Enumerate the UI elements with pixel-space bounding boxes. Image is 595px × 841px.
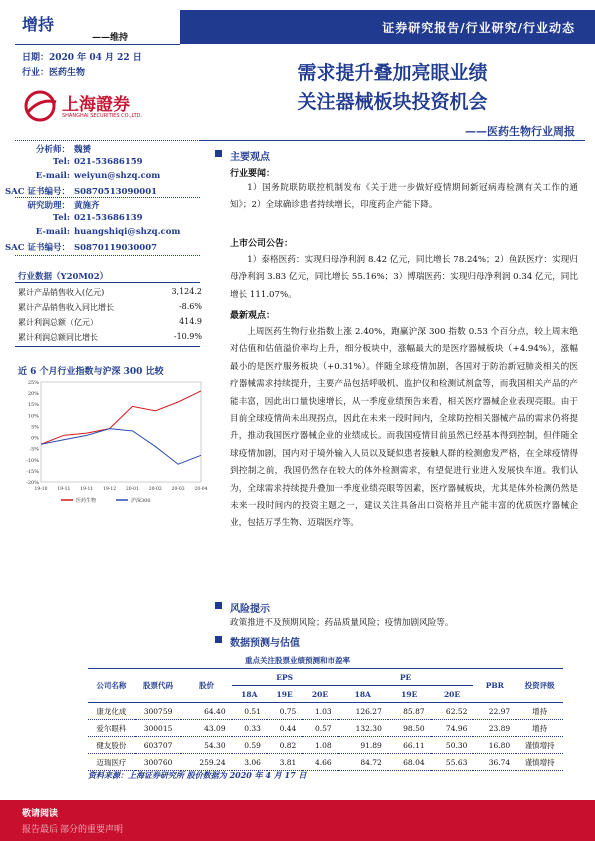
analyst-row: Tel: 021-53686159: [52, 157, 143, 167]
title-divider: [200, 140, 585, 141]
table-cell: 85.87: [388, 703, 431, 720]
x-tick-label: 20-02: [148, 487, 162, 492]
col-pe: PE: [338, 669, 474, 686]
col-eps: EPS: [232, 669, 338, 686]
table-cell: 300015: [135, 720, 182, 737]
series-line: [41, 391, 201, 444]
table-cell: 谨慎增持: [516, 737, 563, 754]
industry-news-heading: 行业要闻：: [230, 169, 276, 179]
col-year: 18A: [232, 686, 267, 703]
y-tick-label: -20%: [26, 480, 39, 486]
divider: [15, 282, 200, 283]
index-comparison-chart: [15, 378, 208, 508]
rating-label: 增持: [22, 15, 55, 34]
industry-data-row: 累计利润总额同比增长 -10.9%: [18, 332, 202, 342]
analyst-row: SAC 证书编号： S0870119030007: [5, 243, 158, 253]
col-code: 股票代码: [135, 669, 182, 703]
analyst-row: Tel: 021-53686139: [52, 213, 143, 223]
table-cell: 16.80: [473, 737, 516, 754]
table-cell: 64.40: [181, 703, 231, 720]
report-date: 日期：2020 年 04 月 22 日: [22, 53, 142, 63]
risk-text: 政策推进不及预期风险；药品质量风险；疫情加剧风险等。: [230, 618, 454, 628]
industry-data-heading: 行业数据（Y20M02）: [18, 272, 109, 282]
footer-sub: 报告最后: [22, 825, 59, 835]
legend-label: 医药生物: [76, 498, 97, 504]
footer-bar: [0, 800, 595, 841]
col-year: 20E: [302, 686, 337, 703]
table-cell: 0.75: [267, 703, 302, 720]
report-title-line2: 关注器械板块投资机会: [297, 91, 488, 113]
table-cell: 健友股份: [88, 737, 135, 754]
table-cell: 43.09: [181, 720, 231, 737]
x-tick-label: 20-03: [171, 487, 185, 492]
x-tick-label: 19-12: [103, 487, 117, 492]
company-logo: [22, 88, 172, 124]
divider: [15, 255, 200, 256]
y-tick-label: 20%: [27, 391, 39, 398]
table-row: [88, 737, 563, 754]
x-tick-label: 19-11: [80, 487, 94, 492]
legend-label: 沪深300: [131, 498, 151, 504]
table-cell: 3.81: [267, 754, 302, 771]
valuation-table: [88, 668, 563, 771]
plot-area: [41, 382, 201, 482]
industry-data-row: 累计产品销售收入同比增长 -8.6%: [18, 302, 202, 312]
series-line: [41, 429, 201, 465]
report-category: 证券研究报告/行业研究/行业动态: [382, 21, 575, 35]
x-tick-label: 20-01: [125, 487, 139, 492]
footer-sub2: 部分的重要声明: [60, 825, 124, 835]
divider: [15, 346, 200, 347]
table-cell: 谨慎增持: [516, 754, 563, 771]
col-pbr: PBR: [473, 669, 516, 703]
analyst-row: 研究助理： 黄施齐: [27, 201, 100, 211]
table-cell: 300760: [135, 754, 182, 771]
y-tick-label: 10%: [27, 413, 39, 420]
col-year: 19E: [388, 686, 431, 703]
logo-mark-icon: [22, 88, 62, 124]
company-news-heading: 上市公司公告：: [230, 239, 294, 249]
table-cell: 98.50: [388, 720, 431, 737]
latest-view-text: 上周医药生物行业指数上涨 2.40%，跑赢沪深 300 指数 0.53 个百分点，较上周末绝对估值和估值溢价率均上升，细分板块中，涨幅最大的是医疗器械板块（+4.94%），涨幅最小的是医疗服务板块（+0.31%）。伴随全球疫情加剧，各国对于防治新冠肺炎相关的医疗器械需求持续提升，主要产品包括呼吸机、监护仪和检测试剂盒等，而我国相关产品的产能丰富，因此出口量快速增长，从一季度业绩预告来看，相关医疗器械企业表现亮眼。由于目前全球疫情尚未出现拐点，因此在未来一段时间内，全球防控相关器械产品的需求仍将提升，推动我国医疗器械企业的业绩成长。而我国疫情目前虽然已经基本得到控制，但伴随全球疫情加剧，国内对于境外输入人员以及疑似患者接触人群的检测愈发严格，在全球疫情得到控制之前，我国仍然存在较大的体外检测需求，有望促进行业进入发展快车道。我们认为，全球需求持续提升叠加一季度业绩亮眼等因素，医疗器械板块，尤其是体外检测仍然是未来一段时间内的投资主题之一，建议关注具备出口资格并且产能丰富的优质医疗器械企业，包括万孚生物、迈瑞医疗等。: [230, 327, 578, 529]
y-tick-label: -10%: [26, 457, 39, 464]
footer-label: 敬请阅读: [22, 809, 59, 819]
table-cell: 50.30: [431, 737, 474, 754]
y-tick-label: 15%: [27, 402, 39, 409]
analyst-row: 分析师： 魏赟: [35, 145, 92, 155]
col-year: 18A: [338, 686, 388, 703]
table-cell: 0.82: [267, 737, 302, 754]
table-cell: 0.33: [232, 720, 267, 737]
report-subtitle: ——医药生物行业周报: [465, 125, 575, 138]
table-cell: 54.30: [181, 737, 231, 754]
col-rating: 投资评级: [516, 669, 563, 703]
table-row: [88, 754, 563, 771]
col-year: 20E: [431, 686, 474, 703]
divider: [15, 44, 180, 45]
table-cell: 增持: [516, 720, 563, 737]
table-row: [88, 720, 563, 737]
analyst-email[interactable]: E-mail: weiyun@shzq.com: [35, 171, 161, 181]
table-cell: 91.89: [338, 737, 388, 754]
table-cell: 1.03: [302, 703, 337, 720]
col-company: 公司名称: [88, 669, 135, 703]
section-main-view: 主要观点: [230, 148, 270, 163]
table-cell: 62.52: [431, 703, 474, 720]
x-tick-label: 19-11: [57, 487, 71, 492]
industry-data-row: 累计产品销售收入(亿元) 3,124.2: [18, 287, 202, 297]
table-cell: 23.89: [473, 720, 516, 737]
chart-title: 近 6 个月行业指数与沪深 300 比较: [18, 367, 164, 377]
x-tick-label: 19-10: [34, 487, 48, 492]
industry-data-row: 累计利润总额（亿元） 414.9: [18, 317, 202, 327]
table-cell: 132.30: [338, 720, 388, 737]
y-tick-label: 5%: [31, 424, 39, 431]
col-price: 股价: [181, 669, 231, 703]
table-source: 资料来源：上海证券研究所 股价数据为 2020 年 4 月 17 日: [88, 770, 307, 780]
table-cell: 55.63: [431, 754, 474, 771]
table-cell: 259.24: [181, 754, 231, 771]
table-cell: 0.44: [267, 720, 302, 737]
table-title: 重点关注股票业绩预测和市盈率: [245, 656, 350, 665]
logo-text: 上海證券: [62, 95, 130, 115]
divider: [15, 140, 200, 141]
table-row: [88, 703, 563, 720]
table-cell: 4.66: [302, 754, 337, 771]
logo-en-text: SHANGHAI SECURITIES CO.,LTD.: [62, 113, 143, 119]
table-cell: 74.96: [431, 720, 474, 737]
report-industry: 行业：医药生物: [22, 68, 86, 78]
table-cell: 3.06: [232, 754, 267, 771]
table-cell: 迈瑞医疗: [88, 754, 135, 771]
analyst-row: SAC 证书编号： S0870513090001: [5, 187, 158, 197]
table-cell: 126.27: [338, 703, 388, 720]
section-risk: 风险提示: [230, 600, 270, 615]
y-tick-label: 25%: [27, 380, 39, 386]
x-tick-label: 20-04: [194, 487, 208, 492]
latest-view-heading: 最新观点：: [230, 311, 276, 321]
table-cell: 66.11: [388, 737, 431, 754]
company-news-text: 1）泰格医药：实现归母净利润 8.42 亿元，同比增长 78.24%；2）鱼跃医疗：实现归母净利润 3.83 亿元，同比增长 55.16%；3）博瑞医药：实现归母净利润 0.34 亿元，同比增长 111.07%。: [230, 255, 578, 300]
col-year: 19E: [267, 686, 302, 703]
y-tick-label: -5%: [29, 446, 39, 453]
table-cell: 0.59: [232, 737, 267, 754]
y-tick-label: -15%: [26, 468, 39, 475]
table-cell: 22.97: [473, 703, 516, 720]
table-cell: 36.74: [473, 754, 516, 771]
table-cell: 603707: [135, 737, 182, 754]
y-tick-label: 0%: [31, 435, 39, 442]
industry-news-text: 1）国务院联防联控机制发布《关于进一步做好疫情期间新冠病毒检测有关工作的通知》；2）全球确诊患者持续增长，印度药企产能下降。: [230, 183, 578, 211]
table-cell: 爱尔眼科: [88, 720, 135, 737]
rating-sub: ——维持: [92, 33, 129, 43]
section-forecast: 数据预测与估值: [230, 634, 300, 649]
table-cell: 300759: [135, 703, 182, 720]
table-cell: 1.08: [302, 737, 337, 754]
table-cell: 68.04: [388, 754, 431, 771]
table-cell: 0.57: [302, 720, 337, 737]
table-cell: 84.72: [338, 754, 388, 771]
table-cell: 康龙化成: [88, 703, 135, 720]
analyst-email[interactable]: E-mail: huangshiqi@shzq.com: [35, 227, 181, 237]
table-cell: 0.51: [232, 703, 267, 720]
table-cell: 增持: [516, 703, 563, 720]
report-title-line1: 需求提升叠加亮眼业绩: [297, 62, 488, 84]
divider: [15, 197, 200, 198]
header-band: [180, 10, 595, 44]
